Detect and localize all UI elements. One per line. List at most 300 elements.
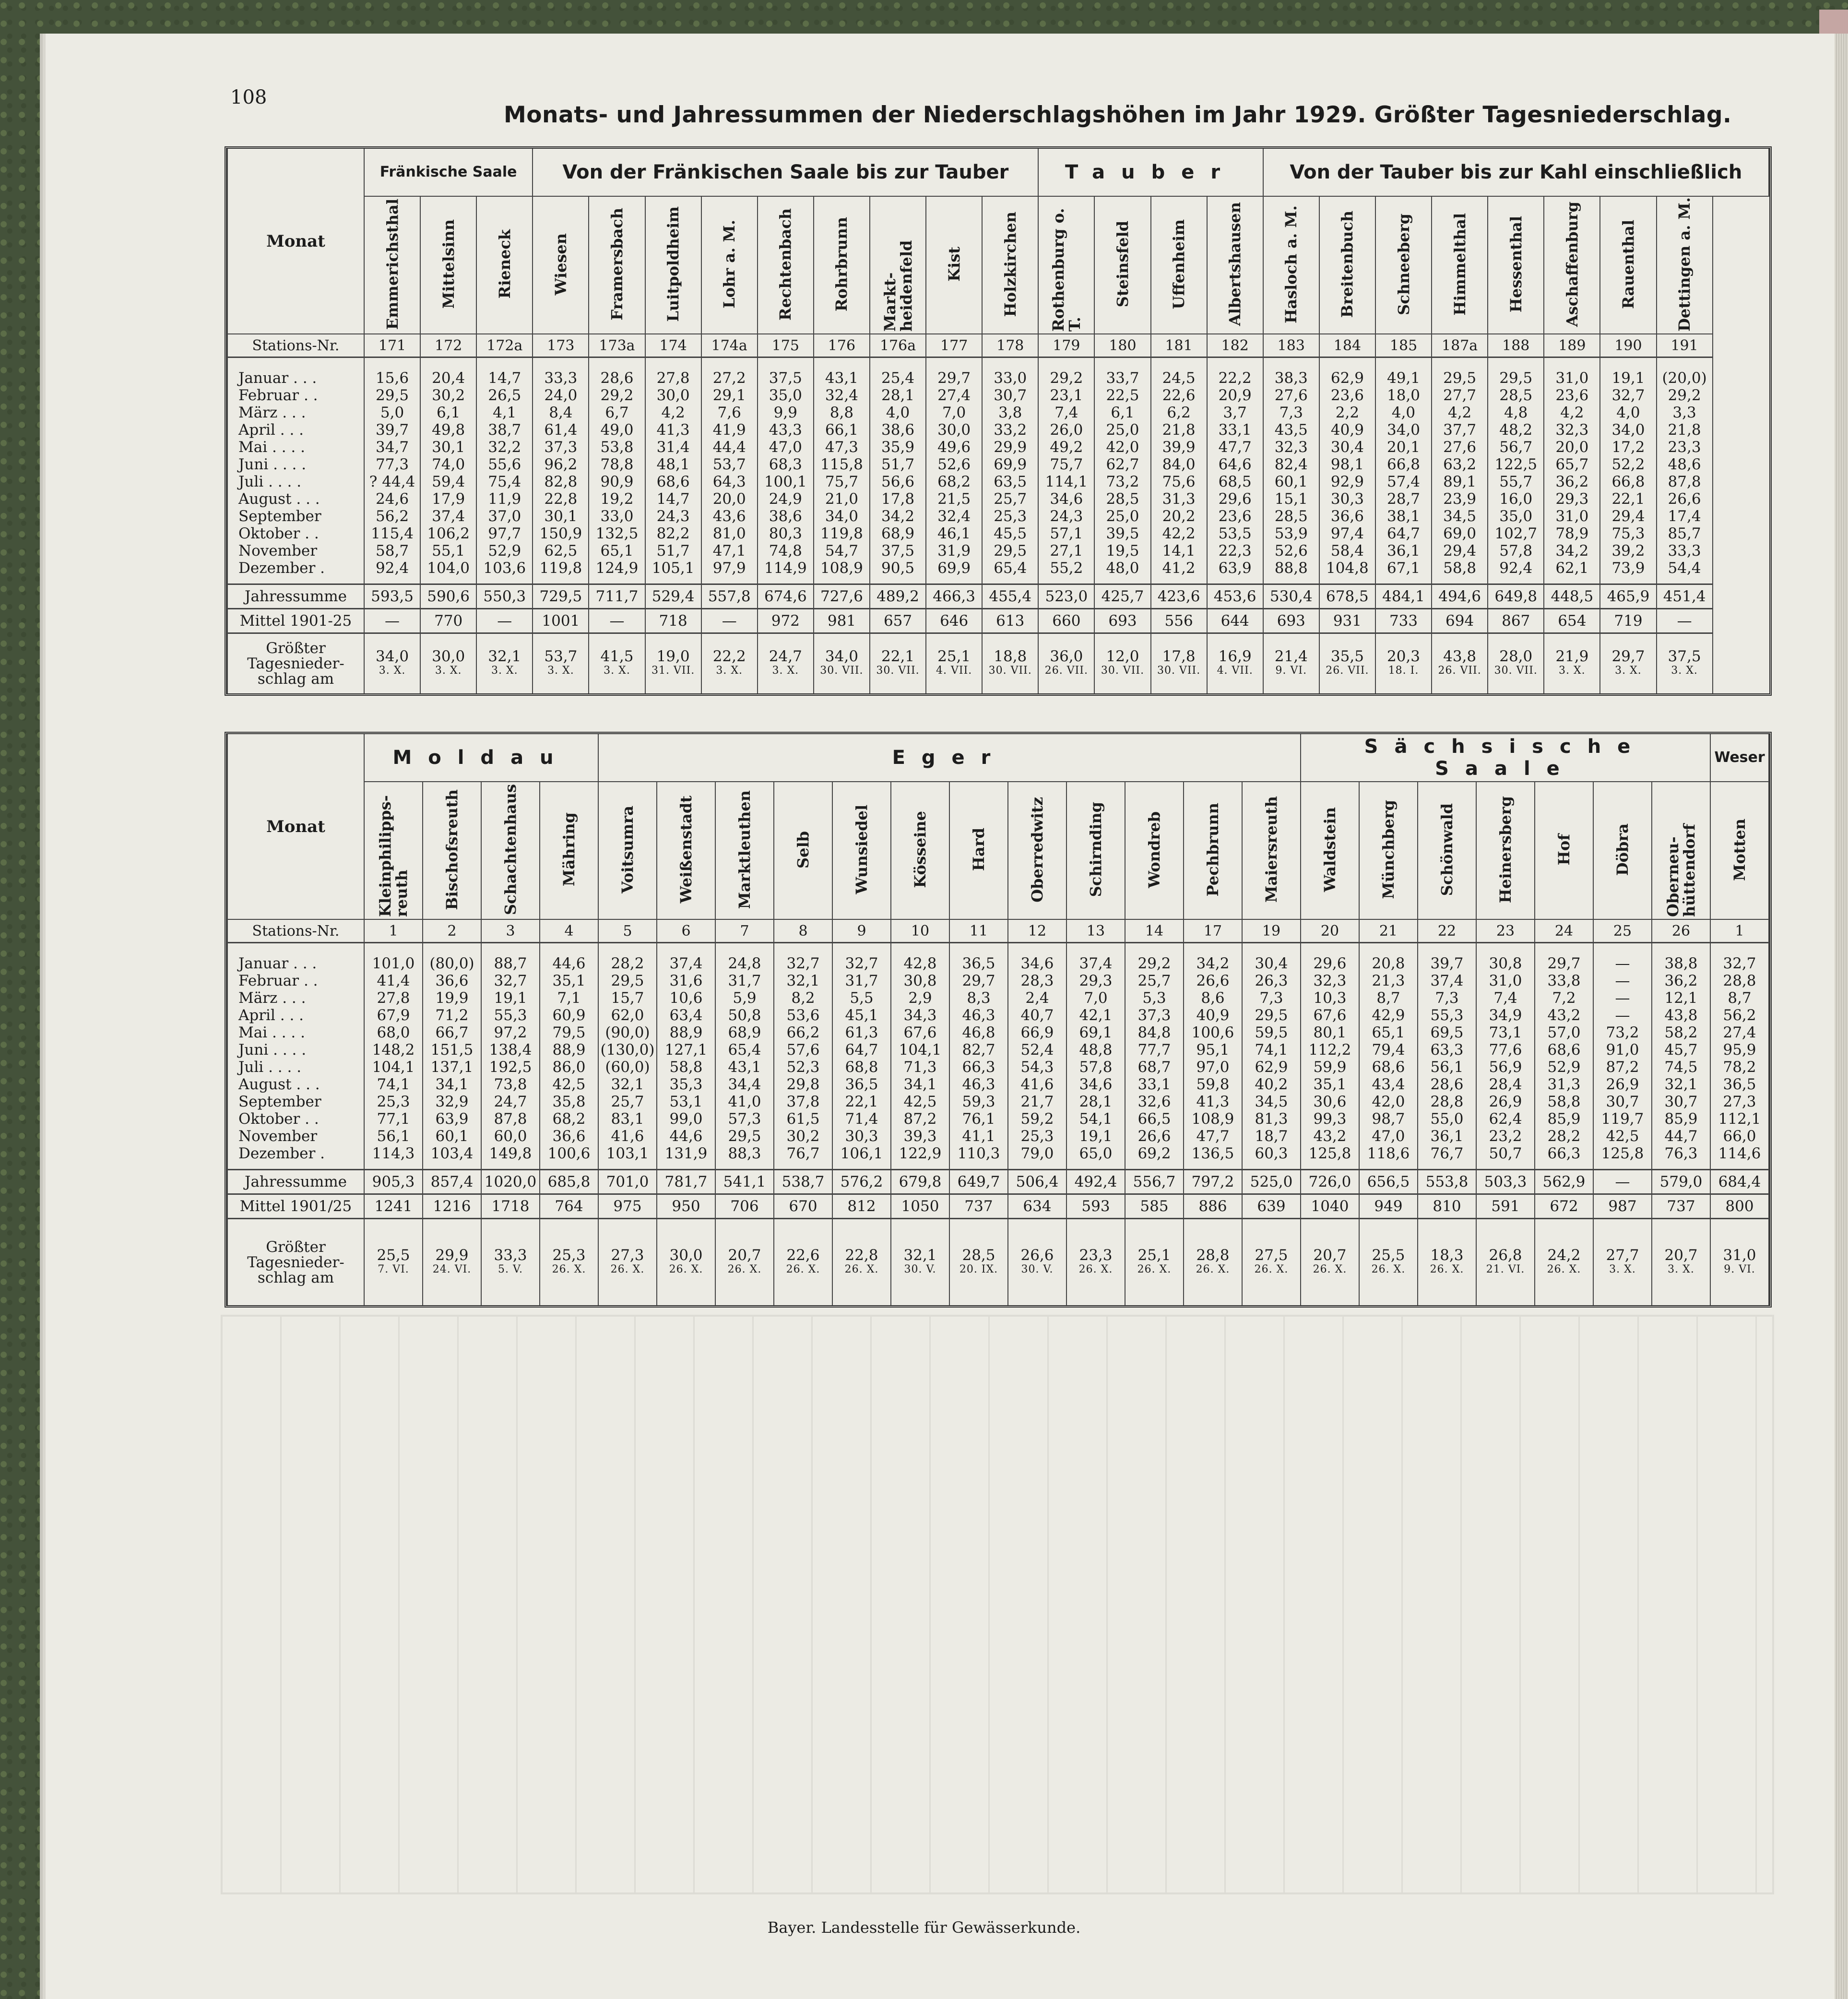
- monthly-value: 62,5: [533, 542, 589, 559]
- monthly-value: 40,7: [1008, 1007, 1066, 1024]
- station-name: Mähring: [560, 812, 578, 887]
- station-name: Marktleuthen: [735, 790, 754, 909]
- monthly-value: 52,6: [926, 456, 982, 473]
- monthly-value: 32,3: [1301, 972, 1359, 989]
- monthly-value: 27,8: [364, 989, 423, 1007]
- annual-sum-value: 525,0: [1242, 1170, 1301, 1194]
- max-daily-value: 18,3: [1430, 1246, 1464, 1264]
- monthly-value: 97,7: [476, 525, 533, 542]
- station-name: Oberredwitz: [1028, 797, 1046, 903]
- max-daily-cell: [1544, 633, 1600, 694]
- monthly-value: 39,2: [1600, 542, 1656, 559]
- max-daily-cell: [1488, 633, 1544, 694]
- month-label: November: [227, 542, 364, 559]
- max-daily-cell: [540, 1219, 598, 1306]
- monthly-value: 122,9: [891, 1145, 949, 1170]
- monthly-value: 31,4: [645, 439, 701, 456]
- max-daily-date: 7. VI.: [378, 1263, 409, 1275]
- station-number: 13: [1066, 919, 1125, 943]
- monthly-value: 42,0: [1359, 1093, 1418, 1110]
- long-term-mean-value: 733: [1375, 609, 1432, 633]
- monthly-value: 18,7: [1242, 1128, 1301, 1145]
- monthly-value: 36,1: [1418, 1128, 1476, 1145]
- monthly-value: 75,7: [1038, 456, 1094, 473]
- annual-sum-value: 423,6: [1151, 584, 1207, 609]
- monthly-value: 29,7: [1535, 943, 1593, 973]
- monthly-value: 66,9: [1008, 1024, 1066, 1041]
- max-daily-cell: [1184, 1219, 1242, 1306]
- station-number: 8: [774, 919, 832, 943]
- station-header: [1544, 196, 1600, 334]
- max-daily-value: 34,0: [825, 648, 858, 665]
- station-number: 24: [1535, 919, 1593, 943]
- monthly-value: 82,4: [1263, 456, 1319, 473]
- station-number: 187a: [1432, 334, 1488, 357]
- max-daily-date: 30. VII.: [820, 665, 864, 677]
- station-name: Heinersberg: [1496, 796, 1515, 904]
- long-term-mean-value: 1241: [364, 1194, 423, 1219]
- monthly-value: 106,2: [420, 525, 476, 542]
- monthly-value: 37,4: [1066, 943, 1125, 973]
- monthly-value: 3,3: [1657, 404, 1713, 421]
- station-header: [481, 782, 540, 919]
- monthly-value: 34,4: [715, 1076, 774, 1093]
- monthly-value: 24,5: [1151, 357, 1207, 387]
- annual-sum-value: 451,4: [1657, 584, 1713, 609]
- annual-sum-value: 455,4: [982, 584, 1038, 609]
- monthly-value: 38,3: [1263, 357, 1319, 387]
- month-row: [227, 1024, 1769, 1041]
- max-daily-cell: [891, 1219, 949, 1306]
- station-name: Holzkirchen: [1001, 211, 1019, 317]
- monthly-value: 11,9: [476, 490, 533, 508]
- month-row: [227, 1041, 1769, 1059]
- monthly-value: 17,2: [1600, 439, 1656, 456]
- monthly-value: 27,6: [1263, 387, 1319, 404]
- month-row: [227, 1076, 1769, 1093]
- monthly-value: 43,5: [1263, 421, 1319, 439]
- monthly-value: 30,2: [774, 1128, 832, 1145]
- max-daily-cell: [533, 633, 589, 694]
- long-term-mean-value: 639: [1242, 1194, 1301, 1219]
- max-daily-value: 22,8: [845, 1246, 878, 1264]
- monthly-value: —: [1593, 989, 1652, 1007]
- station-name: Breitenbuch: [1338, 210, 1357, 318]
- monthly-value: 37,5: [870, 542, 926, 559]
- monthly-value: 33,0: [589, 508, 645, 525]
- max-daily-value: 12,0: [1106, 648, 1139, 665]
- long-term-mean-value: 644: [1207, 609, 1263, 633]
- monthly-value: 114,3: [364, 1145, 423, 1170]
- monthly-value: 87,2: [891, 1110, 949, 1128]
- max-daily-date: 26. X.: [844, 1263, 879, 1275]
- max-daily-date: 3. X.: [1559, 665, 1586, 677]
- monthly-value: 3,8: [982, 404, 1038, 421]
- monthly-value: 71,3: [891, 1059, 949, 1076]
- river-group-header: Von der Fränkischen Saale bis zur Tauber: [533, 149, 1038, 196]
- month-label: September: [227, 508, 364, 525]
- monthly-value: 138,4: [481, 1041, 540, 1059]
- monthly-value: 75,6: [1151, 473, 1207, 490]
- monthly-value: 36,6: [423, 972, 481, 989]
- station-name: Himmelthal: [1450, 213, 1469, 316]
- monthly-value: 34,9: [1476, 1007, 1535, 1024]
- month-label: Juni . . . .: [227, 1041, 364, 1059]
- monthly-value: 87,8: [1657, 473, 1713, 490]
- long-term-mean-value: 975: [598, 1194, 657, 1219]
- monthly-value: 17,4: [1657, 508, 1713, 525]
- monthly-value: 76,1: [949, 1110, 1008, 1128]
- monthly-value: 58,8: [1432, 559, 1488, 584]
- max-daily-date: 4. VII.: [936, 665, 972, 677]
- station-header: [1710, 782, 1769, 919]
- station-name: Kleinphilipps-reuth: [376, 795, 411, 917]
- station-number: 4: [540, 919, 598, 943]
- monthly-value: 43,3: [758, 421, 814, 439]
- monthly-value: 29,5: [1488, 357, 1544, 387]
- monthly-value: 57,8: [1488, 542, 1544, 559]
- annual-sum-row: [227, 1170, 1769, 1194]
- station-name: Weißenstadt: [677, 796, 695, 904]
- max-daily-value: 29,7: [1611, 648, 1645, 665]
- max-daily-date: 3. X.: [1671, 665, 1698, 677]
- month-label: Juli . . . .: [227, 1059, 364, 1076]
- max-daily-cell: [476, 633, 533, 694]
- monthly-value: 21,8: [1151, 421, 1207, 439]
- station-name: Dettingen a. M.: [1675, 197, 1694, 332]
- monthly-value: 74,5: [1652, 1059, 1710, 1076]
- monthly-value: 58,7: [364, 542, 420, 559]
- max-daily-cell: [1418, 1219, 1476, 1306]
- monthly-value: 55,0: [1418, 1110, 1476, 1128]
- monthly-value: 104,1: [364, 1059, 423, 1076]
- monthly-value: 100,6: [1184, 1024, 1242, 1041]
- monthly-value: 73,9: [1600, 559, 1656, 584]
- monthly-value: 97,2: [481, 1024, 540, 1041]
- station-name-row: [227, 782, 1769, 919]
- annual-sum-value: 492,4: [1066, 1170, 1125, 1194]
- month-label: Juli . . . .: [227, 473, 364, 490]
- monthly-value: 20,9: [1207, 387, 1263, 404]
- station-header: [657, 782, 715, 919]
- long-term-mean-value: 556: [1151, 609, 1207, 633]
- max-daily-date: 26. X.: [1254, 1263, 1289, 1275]
- monthly-value: 28,1: [1066, 1093, 1125, 1110]
- monthly-value: 137,1: [423, 1059, 481, 1076]
- max-daily-value: 20,3: [1387, 648, 1421, 665]
- monthly-value: 74,1: [1242, 1041, 1301, 1059]
- long-term-mean-value: 1718: [481, 1194, 540, 1219]
- max-daily-value: 30,0: [669, 1246, 703, 1264]
- max-daily-cell: [1710, 1219, 1769, 1306]
- long-term-mean-value: —: [364, 609, 420, 633]
- monthly-value: 127,1: [657, 1041, 715, 1059]
- monthly-value: 58,8: [657, 1059, 715, 1076]
- max-daily-date: 26. X.: [1430, 1263, 1464, 1275]
- monthly-value: 35,8: [540, 1093, 598, 1110]
- max-daily-cell: [1476, 1219, 1535, 1306]
- station-name: Aschaffenburg: [1563, 201, 1581, 327]
- station-header: [540, 782, 598, 919]
- monthly-value: 22,5: [1094, 387, 1150, 404]
- max-daily-value: 28,8: [1196, 1246, 1230, 1264]
- monthly-value: 98,7: [1359, 1110, 1418, 1128]
- monthly-value: 114,6: [1710, 1145, 1769, 1170]
- long-term-mean-value: 931: [1319, 609, 1375, 633]
- max-daily-value: 25,5: [377, 1246, 410, 1264]
- monthly-value: 37,3: [533, 439, 589, 456]
- max-daily-date: 26. X.: [552, 1263, 586, 1275]
- monthly-value: 18,0: [1375, 387, 1432, 404]
- monthly-value: 53,9: [1263, 525, 1319, 542]
- monthly-value: 91,0: [1593, 1041, 1652, 1059]
- annual-sum-value: 656,5: [1359, 1170, 1418, 1194]
- station-name: Hasloch a. M.: [1282, 205, 1301, 323]
- monthly-value: 64,7: [1375, 525, 1432, 542]
- monthly-value: 29,8: [774, 1076, 832, 1093]
- monthly-value: 29,2: [589, 387, 645, 404]
- monthly-value: 74,0: [420, 456, 476, 473]
- month-row: [227, 421, 1769, 439]
- max-daily-value: 34,0: [376, 648, 409, 665]
- annual-sum-value: 529,4: [645, 584, 701, 609]
- monthly-value: 49,6: [926, 439, 982, 456]
- monthly-value: 35,9: [870, 439, 926, 456]
- monthly-value: 68,2: [540, 1110, 598, 1128]
- monthly-value: 124,9: [589, 559, 645, 584]
- max-daily-cell: [949, 1219, 1008, 1306]
- max-daily-value: 25,5: [1372, 1246, 1405, 1264]
- monthly-value: 114,1: [1038, 473, 1094, 490]
- monthly-value: 25,7: [982, 490, 1038, 508]
- long-term-mean-value: 737: [949, 1194, 1008, 1219]
- monthly-value: 132,5: [589, 525, 645, 542]
- monthly-value: 30,7: [1593, 1093, 1652, 1110]
- monthly-value: 65,0: [1066, 1145, 1125, 1170]
- monthly-value: 30,4: [1319, 439, 1375, 456]
- max-daily-cell: [926, 633, 982, 694]
- station-header: [715, 782, 774, 919]
- monthly-value: 22,1: [832, 1093, 891, 1110]
- monthly-value: 63,2: [1432, 456, 1488, 473]
- monthly-value: 40,9: [1184, 1007, 1242, 1024]
- month-row: [227, 490, 1769, 508]
- max-daily-row: [227, 633, 1769, 694]
- max-daily-value: 31,0: [1723, 1246, 1756, 1264]
- max-daily-value: 21,4: [1274, 648, 1308, 665]
- annual-sum-row: [227, 584, 1769, 609]
- monthly-value: 68,6: [1359, 1059, 1418, 1076]
- monthly-value: 57,3: [715, 1110, 774, 1128]
- station-header: [476, 196, 533, 334]
- monthly-value: 87,2: [1593, 1059, 1652, 1076]
- monthly-value: 43,1: [814, 357, 870, 387]
- max-daily-date: 3. X.: [1615, 665, 1642, 677]
- max-daily-cell: [1600, 633, 1656, 694]
- annual-sum-value: 425,7: [1094, 584, 1150, 609]
- monthly-value: 25,4: [870, 357, 926, 387]
- station-number: 10: [891, 919, 949, 943]
- monthly-value: 36,5: [949, 943, 1008, 973]
- monthly-value: 102,7: [1488, 525, 1544, 542]
- month-label: März . . .: [227, 989, 364, 1007]
- station-number: 176a: [870, 334, 926, 357]
- annual-sum-value: 679,8: [891, 1170, 949, 1194]
- monat-header: Monat: [227, 149, 364, 334]
- max-daily-value: 25,3: [552, 1246, 586, 1264]
- monthly-value: 19,1: [481, 989, 540, 1007]
- max-daily-cell: [832, 1219, 891, 1306]
- max-daily-cell: [1375, 633, 1432, 694]
- station-number: 180: [1094, 334, 1150, 357]
- monthly-value: (90,0): [598, 1024, 657, 1041]
- monthly-value: 151,5: [423, 1041, 481, 1059]
- station-name: Schirnding: [1087, 802, 1105, 897]
- max-daily-value: 27,7: [1606, 1246, 1639, 1264]
- monthly-value: 95,9: [1710, 1041, 1769, 1059]
- monthly-value: 63,9: [1207, 559, 1263, 584]
- monthly-value: 39,7: [1418, 943, 1476, 973]
- monthly-value: 36,5: [832, 1076, 891, 1093]
- monthly-value: 8,6: [1184, 989, 1242, 1007]
- monthly-value: 3,7: [1207, 404, 1263, 421]
- monthly-value: 30,0: [926, 421, 982, 439]
- station-name: Steinsfeld: [1113, 221, 1132, 308]
- max-daily-date: 26. X.: [1078, 1263, 1113, 1275]
- month-label: Oktober . .: [227, 525, 364, 542]
- monthly-value: 33,1: [1125, 1076, 1184, 1093]
- long-term-mean-value: 693: [1094, 609, 1150, 633]
- monthly-value: 51,7: [870, 456, 926, 473]
- long-term-mean-value: 972: [758, 609, 814, 633]
- monthly-value: 100,6: [540, 1145, 598, 1170]
- max-daily-value: 30,0: [432, 648, 465, 665]
- monthly-value: 66,5: [1125, 1110, 1184, 1128]
- monthly-value: 14,1: [1151, 542, 1207, 559]
- monthly-value: 92,9: [1319, 473, 1375, 490]
- max-daily-date: 30. VII.: [1157, 665, 1201, 677]
- monthly-value: 4,1: [476, 404, 533, 421]
- monthly-value: 37,0: [476, 508, 533, 525]
- monthly-value: 97,4: [1319, 525, 1375, 542]
- monthly-value: 29,5: [1242, 1007, 1301, 1024]
- monthly-value: 34,1: [891, 1076, 949, 1093]
- max-daily-value: 21,9: [1555, 648, 1589, 665]
- monthly-value: 64,7: [832, 1041, 891, 1059]
- max-daily-cell: [657, 1219, 715, 1306]
- monthly-value: 7,0: [926, 404, 982, 421]
- monthly-value: 49,1: [1375, 357, 1432, 387]
- station-name: Hessenthal: [1506, 215, 1525, 313]
- long-term-mean-value: 613: [982, 609, 1038, 633]
- monthly-value: 22,3: [1207, 542, 1263, 559]
- monthly-value: 29,2: [1038, 357, 1094, 387]
- monthly-value: 41,3: [1184, 1093, 1242, 1110]
- annual-sum-value: 523,0: [1038, 584, 1094, 609]
- max-daily-cell: [1657, 633, 1713, 694]
- monthly-value: 34,2: [870, 508, 926, 525]
- monthly-value: 30,7: [1652, 1093, 1710, 1110]
- monthly-value: 8,7: [1359, 989, 1418, 1007]
- monthly-value: 99,0: [657, 1110, 715, 1128]
- max-daily-cell: [758, 633, 814, 694]
- monthly-value: 19,2: [589, 490, 645, 508]
- monthly-value: 68,0: [364, 1024, 423, 1041]
- max-daily-date: 4. VII.: [1217, 665, 1253, 677]
- station-name: Kist: [945, 247, 963, 282]
- monthly-value: 30,8: [1476, 943, 1535, 973]
- max-daily-date: 26. X.: [1371, 1263, 1406, 1275]
- long-term-mean-value: 706: [715, 1194, 774, 1219]
- monthly-value: 37,7: [1432, 421, 1488, 439]
- monthly-value: 92,4: [1488, 559, 1544, 584]
- long-term-mean-value: —: [701, 609, 758, 633]
- monthly-value: 28,5: [1094, 490, 1150, 508]
- max-daily-cell: [1263, 633, 1319, 694]
- monthly-value: 88,3: [715, 1145, 774, 1170]
- station-number: 6: [657, 919, 715, 943]
- monthly-value: 37,5: [758, 357, 814, 387]
- monthly-value: 33,0: [982, 357, 1038, 387]
- monthly-value: 47,0: [1359, 1128, 1418, 1145]
- station-number: 9: [832, 919, 891, 943]
- monthly-value: 62,7: [1094, 456, 1150, 473]
- station-name: Voitsumra: [618, 806, 637, 893]
- station-header: [423, 782, 481, 919]
- monthly-value: 41,6: [598, 1128, 657, 1145]
- monthly-value: 44,4: [701, 439, 758, 456]
- monthly-value: 48,6: [1657, 456, 1713, 473]
- monthly-value: 54,4: [1657, 559, 1713, 584]
- monthly-value: 63,5: [982, 473, 1038, 490]
- monthly-value: 31,7: [715, 972, 774, 989]
- monthly-value: 43,2: [1535, 1007, 1593, 1024]
- monthly-value: 80,1: [1301, 1024, 1359, 1041]
- max-daily-value: 22,1: [881, 648, 915, 665]
- station-number: 177: [926, 334, 982, 357]
- monthly-value: 122,5: [1488, 456, 1544, 473]
- max-daily-date: 26. X.: [1137, 1263, 1172, 1275]
- monthly-value: 28,2: [598, 943, 657, 973]
- monthly-value: 104,8: [1319, 559, 1375, 584]
- monthly-value: 31,0: [1476, 972, 1535, 989]
- monthly-value: 41,6: [1008, 1076, 1066, 1093]
- station-header: [926, 196, 982, 334]
- monthly-value: 55,2: [1038, 559, 1094, 584]
- monthly-value: 21,5: [926, 490, 982, 508]
- max-daily-cell: [1359, 1219, 1418, 1306]
- monthly-value: 79,0: [1008, 1145, 1066, 1170]
- monthly-value: 4,2: [1432, 404, 1488, 421]
- month-row: [227, 559, 1769, 584]
- max-daily-date: 26. VII.: [1326, 665, 1369, 677]
- monthly-value: 82,7: [949, 1041, 1008, 1059]
- max-daily-cell: [1652, 1219, 1710, 1306]
- max-daily-cell: [420, 633, 476, 694]
- station-name: Waldstein: [1321, 807, 1339, 892]
- monthly-value: 45,7: [1652, 1041, 1710, 1059]
- station-name: Rohrbrunn: [832, 216, 851, 312]
- annual-sum-value: 729,5: [533, 584, 589, 609]
- long-term-mean-value: 1040: [1301, 1194, 1359, 1219]
- max-daily-value: 25,1: [1137, 1246, 1171, 1264]
- monthly-value: 32,7: [1600, 387, 1656, 404]
- long-term-mean-value: —: [589, 609, 645, 633]
- monthly-value: 25,3: [364, 1093, 423, 1110]
- max-daily-date: 30. V.: [1021, 1263, 1054, 1275]
- monthly-value: 29,6: [1207, 490, 1263, 508]
- station-header: [1008, 782, 1066, 919]
